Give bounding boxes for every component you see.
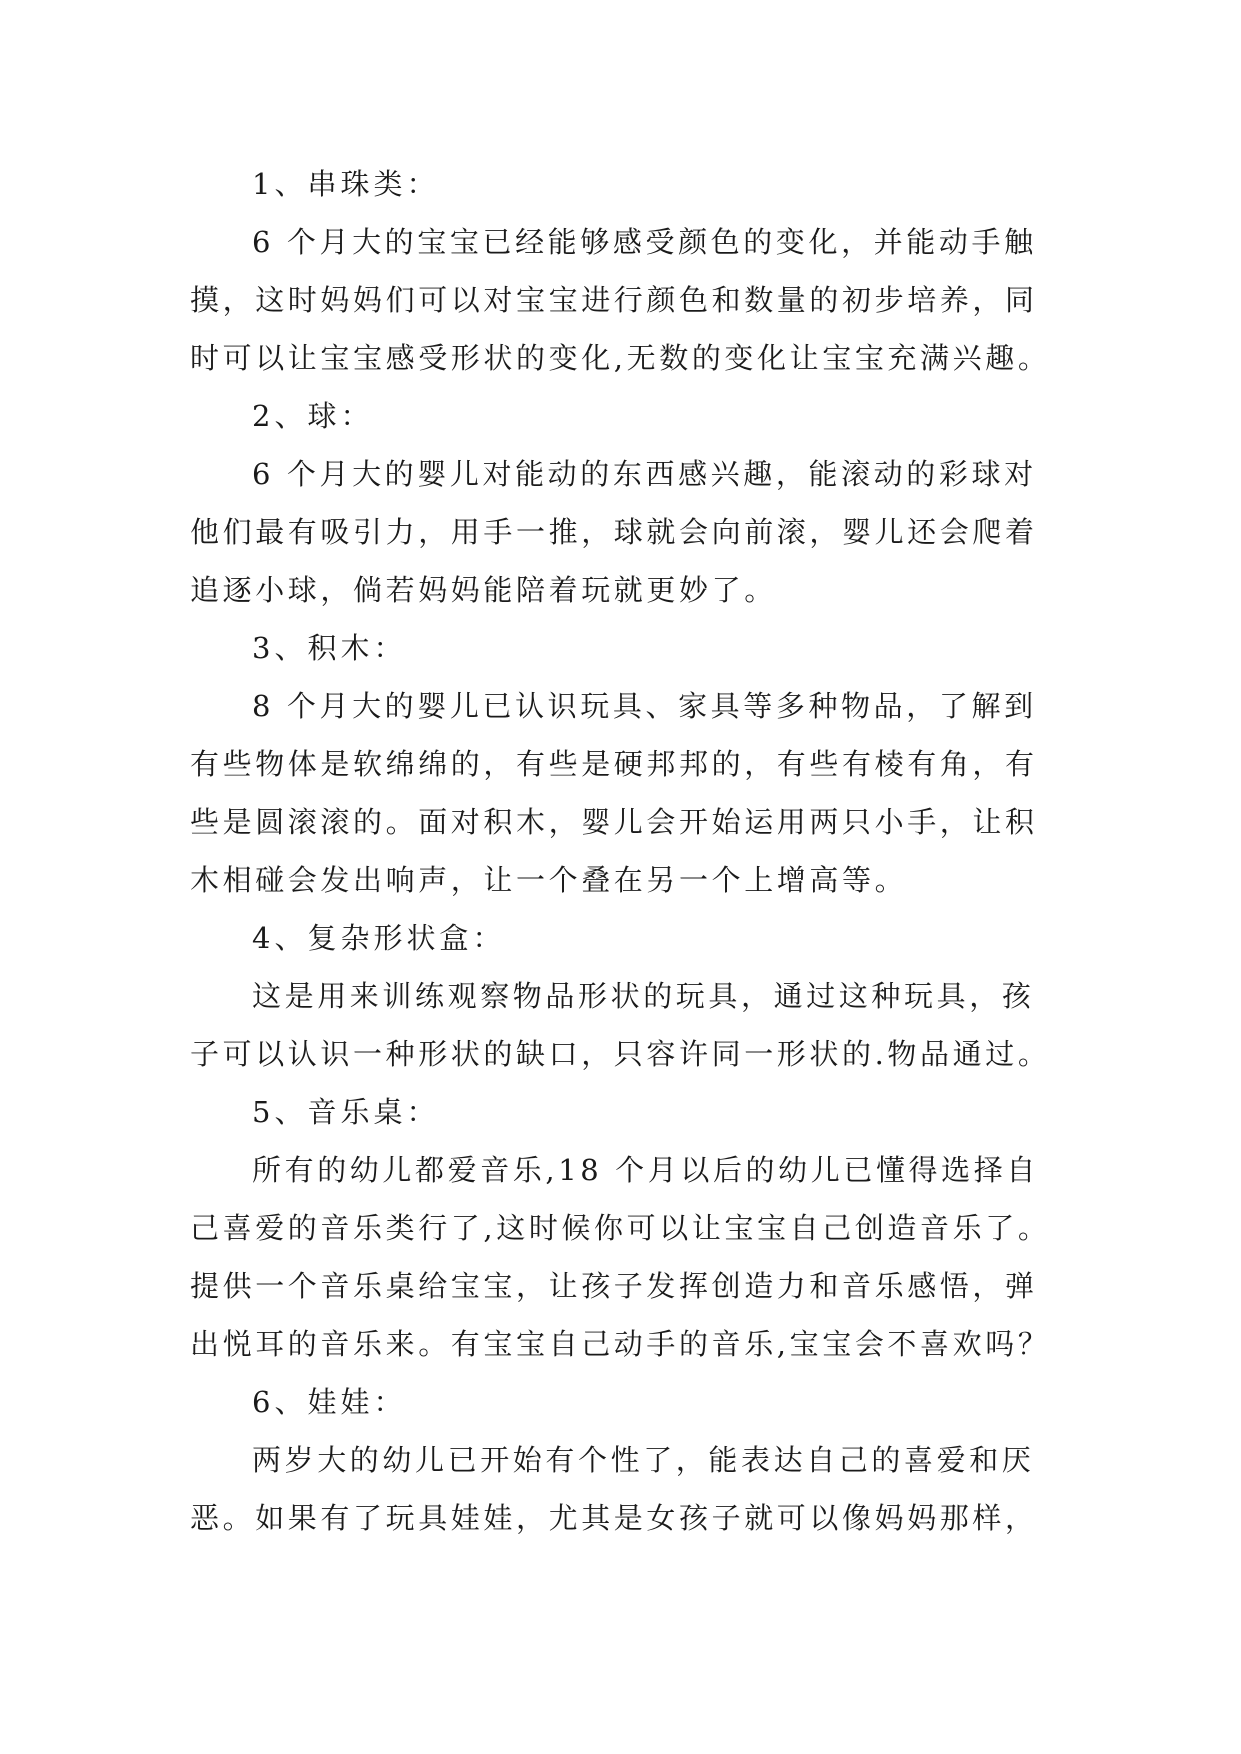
paragraph-line: 提供一个音乐桌给宝宝，让孩子发挥创造力和音乐感悟，弹	[190, 1269, 1038, 1303]
section-heading: 6、娃娃：	[252, 1385, 407, 1419]
paragraph-line: 6 个月大的婴儿对能动的东西感兴趣，能滚动的彩球对	[252, 457, 1037, 491]
paragraph-line: 追逐小球，倘若妈妈能陪着玩就更妙了。	[190, 573, 777, 607]
paragraph-line: 这是用来训练观察物品形状的玩具，通过这种玩具，孩	[252, 979, 1035, 1013]
paragraph-line: 己喜爱的音乐类行了,这时候你可以让宝宝自己创造音乐了。	[190, 1211, 1051, 1245]
section-heading: 4、复杂形状盒：	[252, 921, 506, 955]
paragraph-line: 恶。如果有了玩具娃娃，尤其是女孩子就可以像妈妈那样，	[190, 1501, 1038, 1535]
section-heading: 3、积木：	[252, 631, 407, 665]
paragraph-line: 两岁大的幼儿已开始有个性了，能表达自己的喜爱和厌	[252, 1443, 1035, 1477]
paragraph-line: 木相碰会发出响声，让一个叠在另一个上增高等。	[190, 863, 908, 897]
paragraph-line: 他们最有吸引力，用手一推，球就会向前滚，婴儿还会爬着	[190, 515, 1038, 549]
paragraph-line: 所有的幼儿都爱音乐,18 个月以后的幼儿已懂得选择自	[252, 1153, 1039, 1187]
paragraph-line: 些是圆滚滚的。面对积木，婴儿会开始运用两只小手，让积	[190, 805, 1038, 839]
paragraph-line: 8 个月大的婴儿已认识玩具、家具等多种物品，了解到	[252, 689, 1037, 723]
section-heading: 5、音乐桌：	[252, 1095, 440, 1129]
paragraph-line: 6 个月大的宝宝已经能够感受颜色的变化，并能动手触	[252, 225, 1037, 259]
paragraph-line: 有些物体是软绵绵的，有些是硬邦邦的，有些有棱有角，有	[190, 747, 1038, 781]
paragraph-line: 出悦耳的音乐来。有宝宝自己动手的音乐,宝宝会不喜欢吗？	[190, 1327, 1051, 1361]
paragraph-line: 子可以认识一种形状的缺口，只容许同一形状的.物品通过。	[190, 1037, 1051, 1071]
section-heading: 2、球：	[252, 399, 374, 433]
section-heading: 1、串珠类：	[252, 167, 440, 201]
paragraph-line: 时可以让宝宝感受形状的变化,无数的变化让宝宝充满兴趣。	[190, 341, 1051, 375]
paragraph-line: 摸，这时妈妈们可以对宝宝进行颜色和数量的初步培养，同	[190, 283, 1038, 317]
